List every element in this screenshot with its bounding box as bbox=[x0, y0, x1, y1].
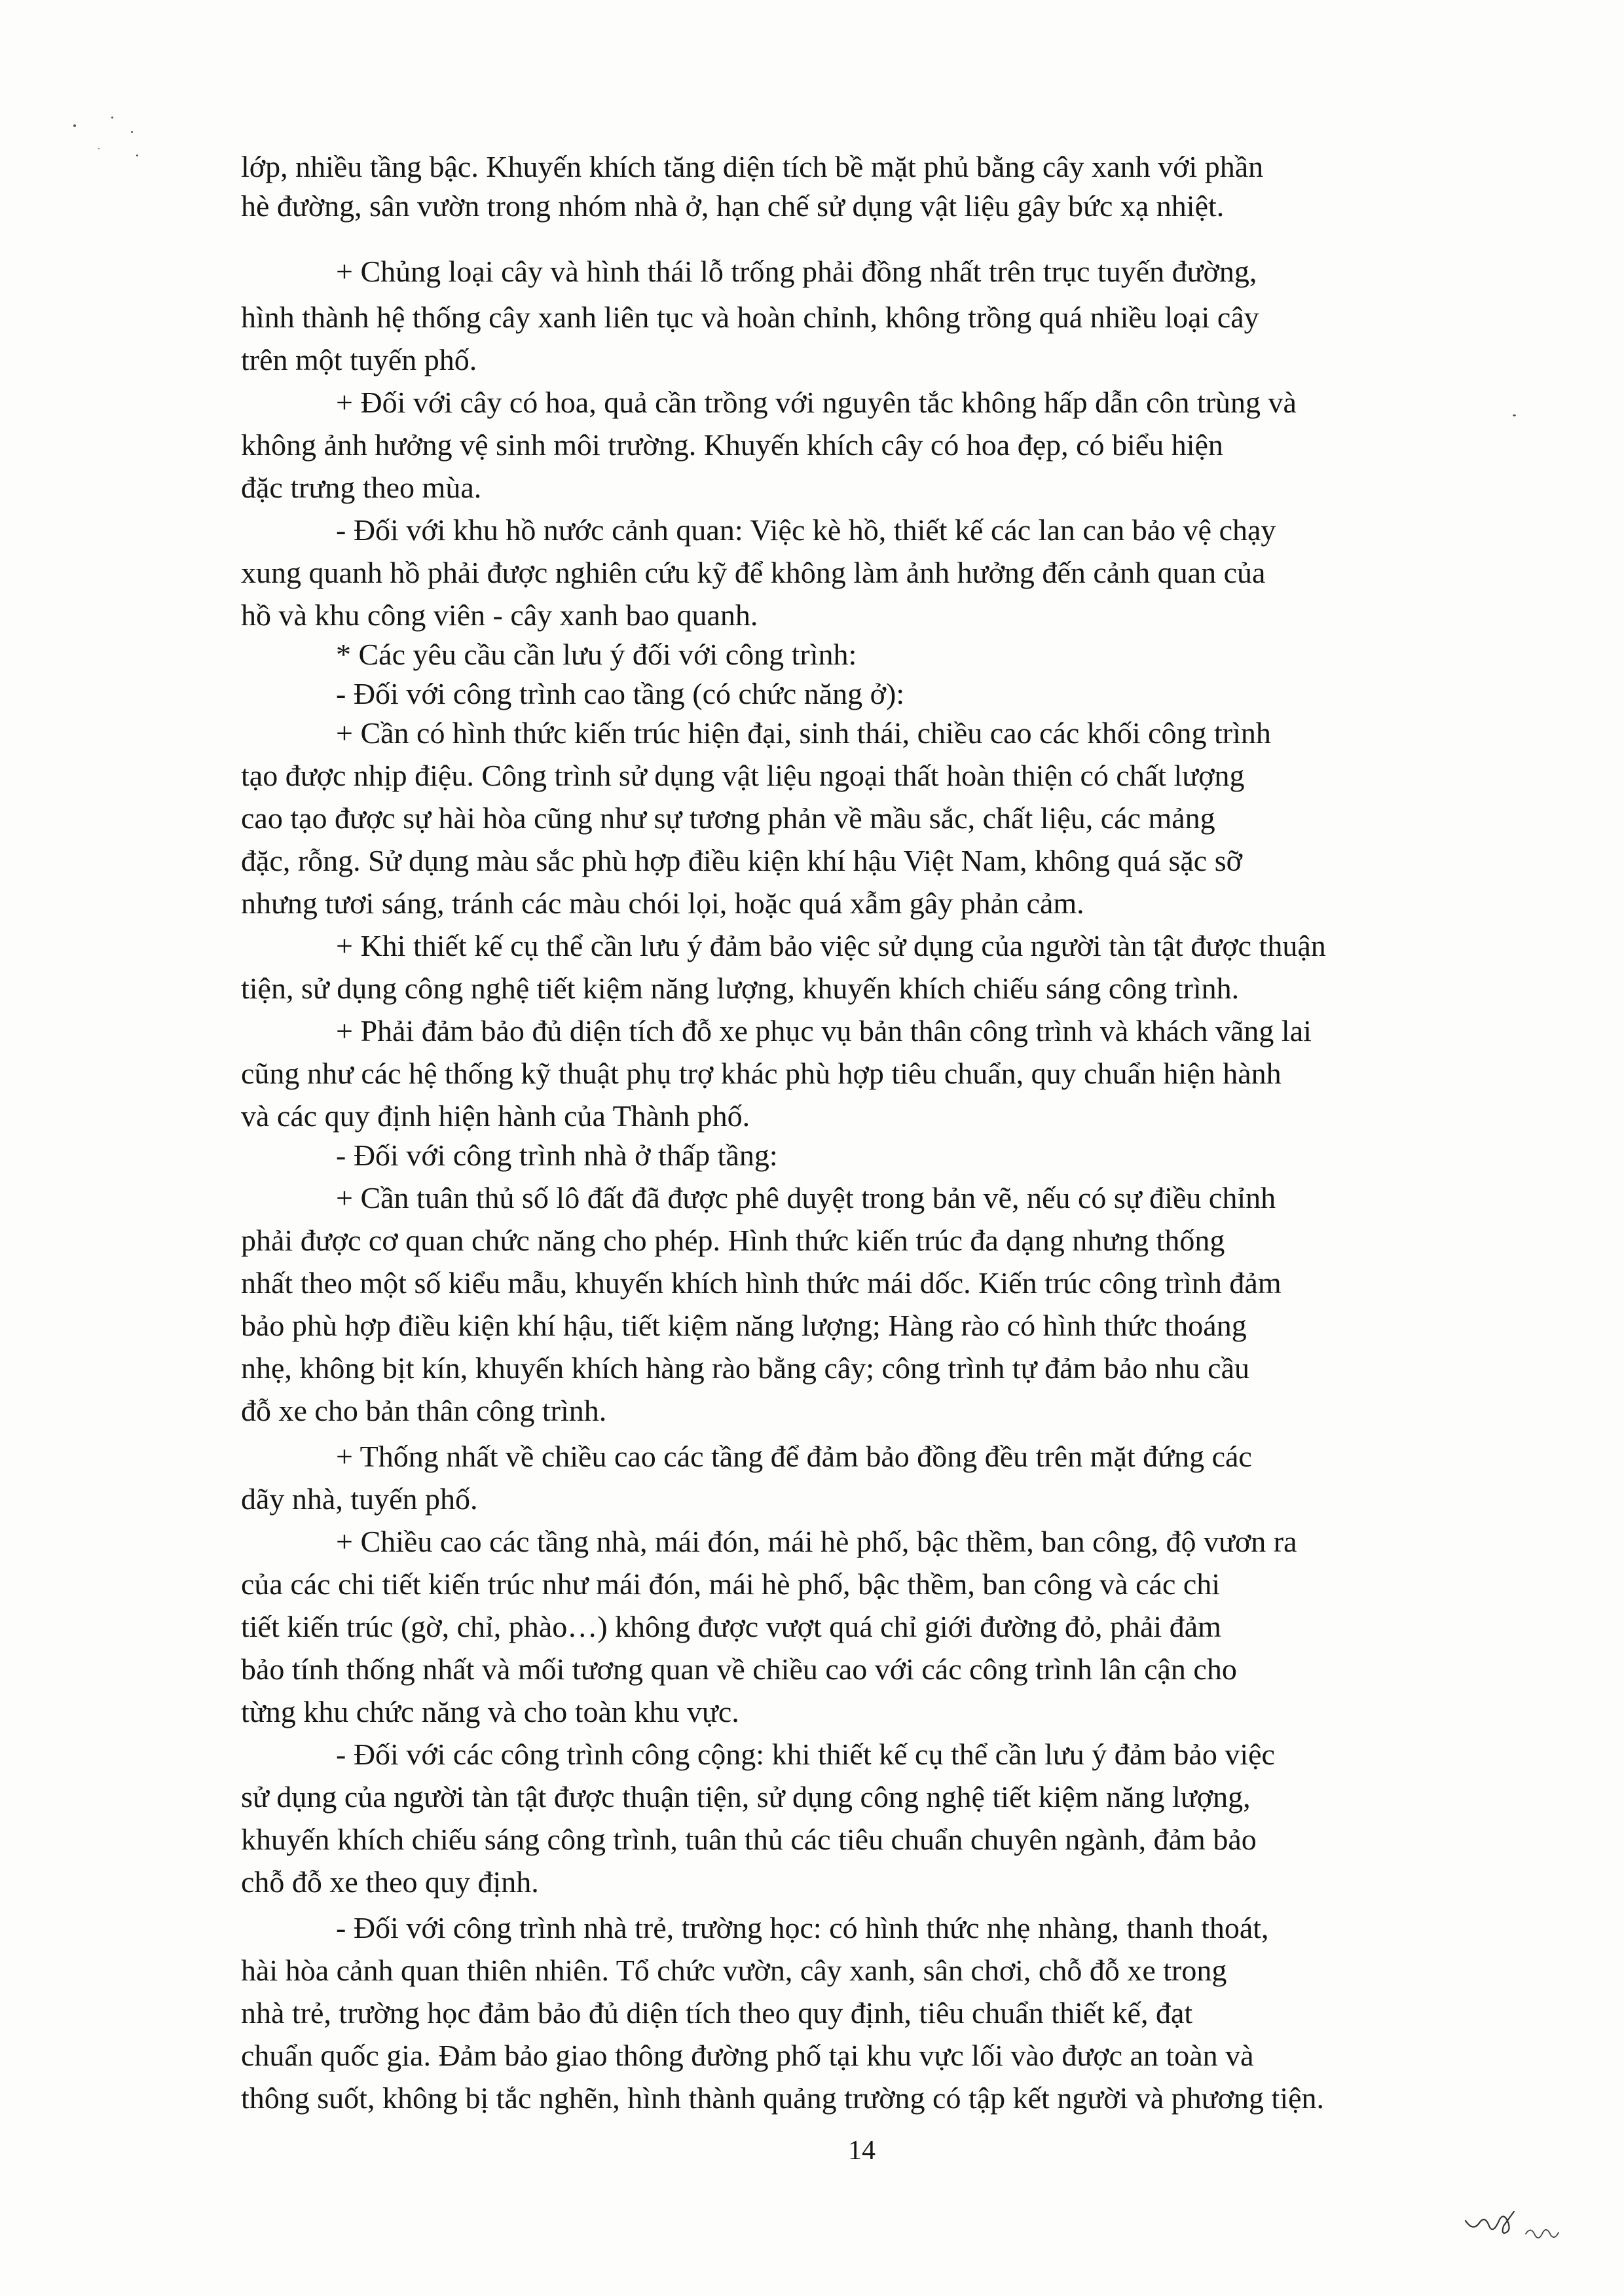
text-line: hồ và khu công viên - cây xanh bao quanh. bbox=[241, 598, 758, 632]
text-line: tiết kiến trúc (gờ, chỉ, phào…) không được vượt quá chỉ giới đường đỏ, phải đảm bbox=[241, 1610, 1221, 1643]
text-line: + Chủng loại cây và hình thái lỗ trống phải đồng nhất trên trục tuyến đường, bbox=[336, 255, 1257, 288]
text-line: + Thống nhất về chiều cao các tầng để đảm bảo đồng đều trên mặt đứng các bbox=[336, 1440, 1252, 1473]
scan-speck bbox=[73, 124, 76, 127]
text-line: nhưng tươi sáng, tránh các màu chói lọi, hoặc quá xẫm gây phản cảm. bbox=[241, 886, 1084, 920]
text-line: + Chiều cao các tầng nhà, mái đón, mái hè phố, bậc thềm, ban công, độ vươn ra bbox=[336, 1525, 1297, 1558]
text-line: từng khu chức năng và cho toàn khu vực. bbox=[241, 1695, 739, 1728]
scan-speck bbox=[131, 131, 133, 133]
text-line: + Phải đảm bảo đủ diện tích đỗ xe phục vụ bản thân công trình và khách vãng lai bbox=[336, 1014, 1312, 1048]
text-line: xung quanh hồ phải được nghiên cứu kỹ để không làm ảnh hưởng đến cảnh quan của bbox=[241, 556, 1266, 589]
text-line: trên một tuyến phố. bbox=[241, 343, 477, 376]
scan-speck bbox=[98, 148, 100, 149]
text-line: + Đối với cây có hoa, quả cần trồng với nguyên tắc không hấp dẫn côn trùng và bbox=[336, 386, 1297, 419]
text-line: thông suốt, không bị tắc nghẽn, hình thành quảng trường có tập kết người và phương tiện. bbox=[241, 2081, 1325, 2115]
text-line: dãy nhà, tuyến phố. bbox=[241, 1482, 478, 1516]
text-line: nhất theo một số kiểu mẫu, khuyến khích hình thức mái dốc. Kiến trúc công trình đảm bbox=[241, 1266, 1282, 1300]
scan-speck bbox=[1513, 414, 1516, 416]
text-line: tiện, sử dụng công nghệ tiết kiệm năng lượng, khuyến khích chiếu sáng công trình. bbox=[241, 972, 1240, 1005]
text-line: bảo phù hợp điều kiện khí hậu, tiết kiệm năng lượng; Hàng rào có hình thức thoáng bbox=[241, 1309, 1247, 1342]
initials-signature bbox=[1460, 2206, 1578, 2252]
text-line: - Đối với các công trình công cộng: khi thiết kế cụ thể cần lưu ý đảm bảo việc bbox=[336, 1738, 1275, 1771]
text-line: đỗ xe cho bản thân công trình. bbox=[241, 1394, 607, 1427]
text-line: + Khi thiết kế cụ thể cần lưu ý đảm bảo việc sử dụng của người tàn tật được thuận bbox=[336, 929, 1326, 962]
text-line: - Đối với công trình cao tầng (có chức năng ở): bbox=[336, 677, 905, 710]
text-line: không ảnh hưởng vệ sinh môi trường. Khuyến khích cây có hoa đẹp, có biểu hiện bbox=[241, 428, 1223, 462]
text-line: đặc trưng theo mùa. bbox=[241, 471, 482, 504]
text-line: * Các yêu cầu cần lưu ý đối với công trình: bbox=[336, 638, 857, 671]
text-line: cũng như các hệ thống kỹ thuật phụ trợ khác phù hợp tiêu chuẩn, quy chuẩn hiện hành bbox=[241, 1057, 1282, 1090]
text-line: của các chi tiết kiến trúc như mái đón, mái hè phố, bậc thềm, ban công và các chi bbox=[241, 1567, 1221, 1601]
text-line: - Đối với công trình nhà ở thấp tầng: bbox=[336, 1139, 778, 1172]
text-line: bảo tính thống nhất và mối tương quan về chiều cao với các công trình lân cận cho bbox=[241, 1652, 1237, 1686]
text-line: chỗ đỗ xe theo quy định. bbox=[241, 1865, 539, 1899]
text-line: nhà trẻ, trường học đảm bảo đủ diện tích theo quy định, tiêu chuẩn thiết kế, đạt bbox=[241, 1996, 1193, 2030]
text-line: đặc, rỗng. Sử dụng màu sắc phù hợp điều kiện khí hậu Việt Nam, không quá sặc sỡ bbox=[241, 844, 1242, 877]
text-line: + Cần có hình thức kiến trúc hiện đại, sinh thái, chiều cao các khối công trình bbox=[336, 716, 1271, 750]
text-line: hình thành hệ thống cây xanh liên tục và hoàn chỉnh, không trồng quá nhiều loại cây bbox=[241, 301, 1259, 334]
page-number: 14 bbox=[848, 2136, 876, 2166]
text-line: khuyến khích chiếu sáng công trình, tuân thủ các tiêu chuẩn chuyên ngành, đảm bảo bbox=[241, 1823, 1257, 1856]
text-line: - Đối với khu hồ nước cảnh quan: Việc kè hồ, thiết kế các lan can bảo vệ chạy bbox=[336, 513, 1276, 547]
text-line: sử dụng của người tàn tật được thuận tiện, sử dụng công nghệ tiết kiệm năng lượng, bbox=[241, 1780, 1251, 1813]
text-line: và các quy định hiện hành của Thành phố. bbox=[241, 1099, 750, 1133]
text-line: nhẹ, không bịt kín, khuyến khích hàng rào bằng cây; công trình tự đảm bảo nhu cầu bbox=[241, 1351, 1250, 1385]
scan-speck bbox=[111, 117, 113, 118]
text-line: + Cần tuân thủ số lô đất đã được phê duyệt trong bản vẽ, nếu có sự điều chỉnh bbox=[336, 1181, 1276, 1214]
text-line: hài hòa cảnh quan thiên nhiên. Tổ chức vườn, cây xanh, sân chơi, chỗ đỗ xe trong bbox=[241, 1954, 1227, 1987]
text-line: phải được cơ quan chức năng cho phép. Hình thức kiến trúc đa dạng nhưng thống bbox=[241, 1224, 1225, 1257]
text-line: hè đường, sân vườn trong nhóm nhà ở, hạn chế sử dụng vật liệu gây bức xạ nhiệt. bbox=[241, 189, 1225, 223]
text-line: tạo được nhịp điệu. Công trình sử dụng vật liệu ngoại thất hoàn thiện có chất lượng bbox=[241, 759, 1245, 792]
text-line: cao tạo được sự hài hòa cũng như sự tương phản về mầu sắc, chất liệu, các mảng bbox=[241, 801, 1215, 835]
text-line: chuẩn quốc gia. Đảm bảo giao thông đường phố tại khu vực lối vào được an toàn và bbox=[241, 2039, 1254, 2072]
text-line: - Đối với công trình nhà trẻ, trường học: có hình thức nhẹ nhàng, thanh thoát, bbox=[336, 1911, 1269, 1944]
scan-speck bbox=[136, 155, 138, 156]
text-line: lớp, nhiều tầng bậc. Khuyến khích tăng diện tích bề mặt phủ bằng cây xanh với phần bbox=[241, 150, 1264, 183]
